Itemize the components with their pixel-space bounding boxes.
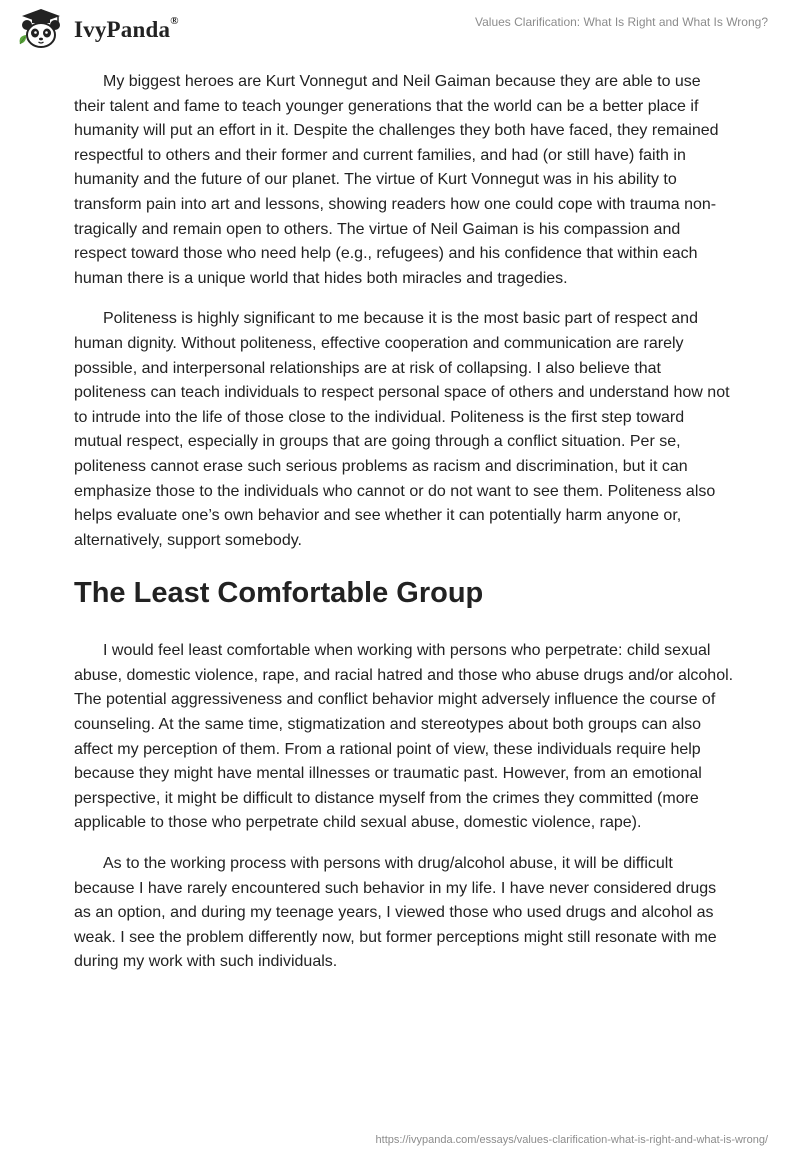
paragraph-politeness: Politeness is highly significant to me because it is the most basic part of respect and human dignity. Without politeness, effective cooperation and communication are rarely possible, and interpersonal relationships are at risk of collapsing. I also believe that politeness can teach individuals to respect personal space of others and understand how not to intrude into the life of those close to the individual. Politeness is the first step toward mutual respect, especially in groups that are going through a conflict situation. Per se, politeness cannot erase such serious problems as racism and discrimination, but it can emphasize those to the individuals who cannot or do not want to see them. Politeness also helps evaluate one’s own behavior and see whether it can potentially harm anyone or, alternatively, support somebody. bbox=[74, 310, 730, 549]
paragraph-least-comfortable: I would feel least comfortable when working with persons who perpetrate: child sexual abuse, domestic violence, rape, and racial hatred and those who abuse drugs and/or alcohol. The potential aggressiveness and conflict behavior might adversely influence the course of counseling. At the same time, stigmatization and stereotypes about both groups can also affect my perception of them. From a rational point of view, these individuals require help because they might have mental illnesses or traumatic past. However, from an emotional perspective, it might be difficult to distance myself from the crimes they committed (more applicable to those who perpetrate child sexual abuse, domestic violence, rape). bbox=[74, 642, 734, 832]
paragraph-heroes: My biggest heroes are Kurt Vonnegut and Neil Gaiman because they are able to use their talent and fame to teach younger generations that the world can be a better place if humanity will put an effort in it. Despite the challenges they both have faced, they remained respectful to others and their former and current families, and had (or still have) faith in humanity and the future of our planet. The virtue of Kurt Vonnegut was in his ability to transform pain into art and lessons, showing readers how one could cope with trauma non-tragically and remain open to others. The virtue of Neil Gaiman is his compassion and respect toward those who need help (e.g., refugees) and his confidence that within each human there is a unique world that hides both miracles and tragedies. bbox=[74, 73, 719, 287]
document-title: Values Clarification: What Is Right and What Is Wrong? bbox=[474, 15, 768, 29]
panda-graduate-icon bbox=[14, 8, 68, 52]
paragraph-drug-alcohol: As to the working process with persons with drug/alcohol abuse, it will be difficult because I have rarely encountered such behavior in my life. I have never considered drugs as an option, and during my teenage years, I viewed those who used drugs and alcohol as weak. I see the problem differently now, but former perceptions might still resonate with me during my work with such individuals. bbox=[74, 855, 717, 971]
registered-mark: ® bbox=[170, 15, 179, 27]
page-header bbox=[0, 0, 800, 60]
essay-content bbox=[74, 70, 734, 991]
brand-name-text: IvyPanda bbox=[74, 17, 171, 42]
section-heading: The Least Comfortable Group bbox=[74, 577, 484, 610]
brand-name bbox=[74, 17, 179, 43]
ivypanda-logo[interactable] bbox=[14, 8, 179, 52]
source-url[interactable]: https://ivypanda.com/essays/values-clarification-what-is-right-and-what-is-wrong/ bbox=[375, 1134, 768, 1146]
